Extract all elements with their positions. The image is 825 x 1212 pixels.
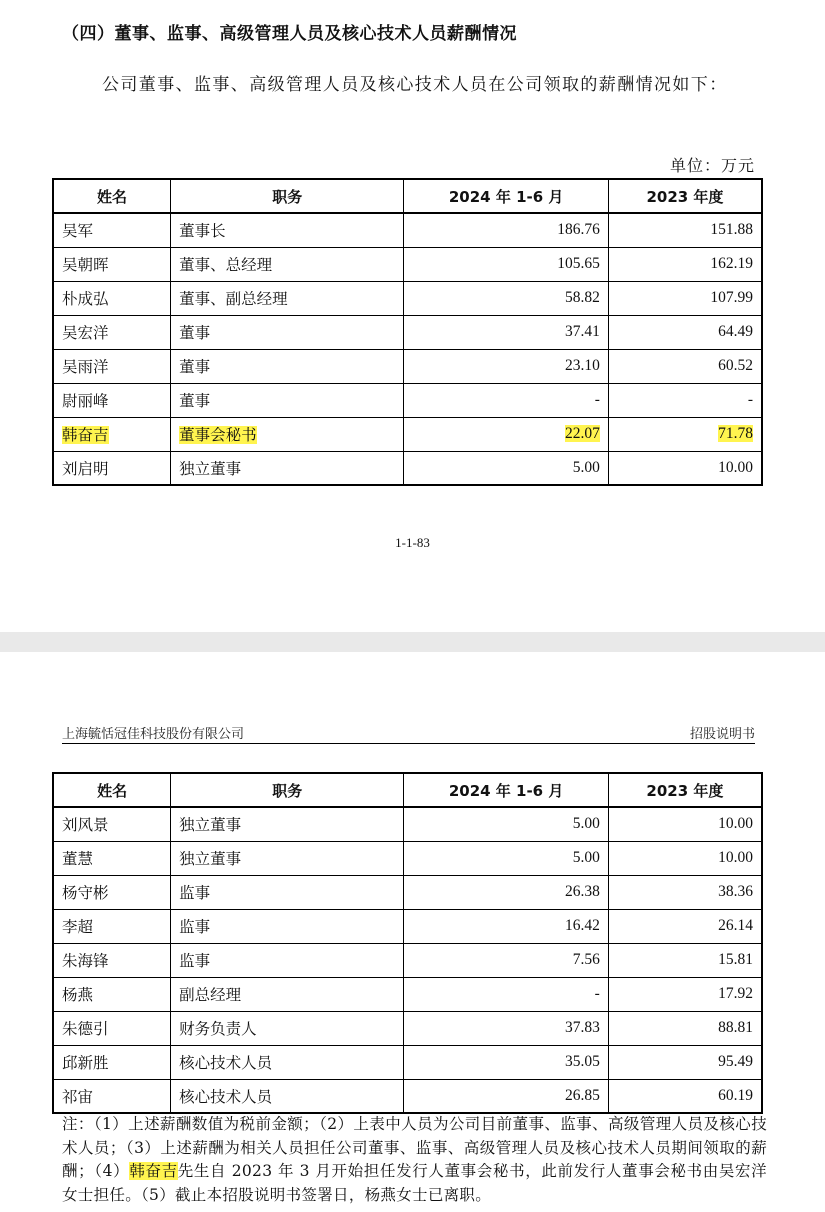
cell-2024-h1-text: 5.00: [572, 815, 600, 833]
cell-2023: [608, 909, 762, 943]
cell-2024-h1-text: -: [594, 391, 600, 408]
header-name: 姓名: [53, 179, 171, 213]
cell-title-text: 董事、总经理: [179, 256, 273, 274]
cell-name-text: 杨守彬: [62, 884, 109, 902]
cell-name: [53, 943, 171, 977]
cell-2023: [608, 451, 762, 485]
table-row: [53, 807, 762, 841]
intro-paragraph: 公司董事、监事、高级管理人员及核心技术人员在公司领取的薪酬情况如下：: [102, 75, 728, 95]
cell-2023-text: 10.00: [718, 849, 753, 866]
cell-name: [53, 315, 171, 349]
cell-name: [53, 909, 171, 943]
cell-2024-h1: [404, 977, 609, 1011]
cell-2023-text: 71.78: [718, 425, 753, 442]
cell-title-text: 核心技术人员: [179, 1054, 273, 1072]
cell-2023: [608, 977, 762, 1011]
table-row: [53, 281, 762, 315]
cell-title: [171, 977, 404, 1011]
cell-2023-text: 38.36: [718, 883, 753, 900]
table-header-row: [53, 773, 762, 807]
table-row: [53, 977, 762, 1011]
cell-2024-h1-text: 16.42: [564, 917, 600, 934]
cell-name-text: 祁宙: [62, 1087, 94, 1106]
cell-2023: [608, 1079, 762, 1113]
cell-2023: [608, 417, 762, 451]
cell-title-text: 独立董事: [179, 850, 242, 868]
cell-2024-h1-text: 105.65: [557, 255, 600, 272]
cell-name: [53, 213, 171, 247]
cell-name-text: 李超: [62, 918, 94, 936]
cell-title-text: 监事: [179, 918, 211, 936]
table-row: [53, 943, 762, 977]
cell-title: [171, 247, 404, 281]
cell-2024-h1-text: 26.85: [564, 1086, 600, 1104]
cell-name: [53, 1045, 171, 1079]
cell-2023-text: 64.49: [718, 323, 753, 340]
cell-title-text: 董事、副总经理: [179, 290, 288, 308]
cell-name-text: 朴成弘: [62, 290, 109, 308]
cell-title: [171, 349, 404, 383]
cell-name: [53, 247, 171, 281]
cell-2024-h1: [404, 841, 609, 875]
cell-title-text: 独立董事: [179, 816, 242, 835]
table-row: [53, 1011, 762, 1045]
cell-name-text: 尉丽峰: [62, 392, 109, 410]
cell-title-text: 监事: [179, 952, 211, 970]
table-row: [53, 1079, 762, 1113]
cell-2023: [608, 841, 762, 875]
cell-title: [171, 417, 404, 451]
cell-2024-h1: [404, 349, 609, 383]
cell-2024-h1-text: 58.82: [565, 289, 600, 306]
cell-2024-h1-text: 35.05: [564, 1053, 600, 1070]
cell-2024-h1: [404, 943, 609, 977]
cell-2023-text: -: [747, 391, 753, 408]
cell-title: [171, 1045, 404, 1079]
cell-title: [171, 807, 404, 841]
cell-name: [53, 1079, 171, 1113]
section-heading: （四）董事、监事、高级管理人员及核心技术人员薪酬情况: [62, 24, 517, 44]
cell-title-text: 董事: [179, 324, 211, 342]
cell-title: [171, 315, 404, 349]
cell-title: [171, 909, 404, 943]
cell-title: [171, 943, 404, 977]
cell-2024-h1: [404, 417, 609, 451]
cell-name-text: 杨燕: [62, 986, 94, 1004]
unit-label: 单位：万元: [669, 156, 755, 175]
header-title: 职务: [171, 773, 404, 807]
cell-name-text: 刘启明: [62, 459, 109, 478]
header-2023: 2023 年度: [608, 773, 762, 807]
cell-title: [171, 841, 404, 875]
cell-title: [171, 213, 404, 247]
cell-2024-h1: [404, 875, 609, 909]
cell-2023: [608, 875, 762, 909]
cell-2023-text: 162.19: [710, 255, 753, 272]
cell-2024-h1-text: 23.10: [565, 357, 600, 374]
cell-2023-text: 10.00: [718, 458, 753, 476]
cell-2024-h1-text: 22.07: [565, 425, 600, 442]
page-separator: [0, 632, 825, 652]
cell-name-text: 吴军: [62, 222, 94, 241]
table-row: [53, 909, 762, 943]
cell-title-text: 董事长: [179, 222, 226, 241]
cell-2023-text: 151.88: [710, 221, 753, 239]
table-body: [53, 213, 762, 485]
cell-2023: [608, 943, 762, 977]
cell-2023-text: 60.52: [718, 357, 753, 374]
table-row: [53, 875, 762, 909]
cell-2023: [608, 807, 762, 841]
document-page-2: [0, 652, 825, 1212]
cell-2024-h1-text: 7.56: [572, 951, 600, 968]
cell-2024-h1: [404, 281, 609, 315]
cell-2024-h1-text: 37.41: [565, 323, 600, 340]
cell-2024-h1-text: -: [594, 985, 600, 1002]
header-2023: 2023 年度: [608, 179, 762, 213]
cell-2024-h1: [404, 807, 609, 841]
compensation-table-1: [52, 178, 763, 486]
cell-name: [53, 383, 171, 417]
cell-name: [53, 841, 171, 875]
cell-name-text: 邱新胜: [62, 1054, 109, 1072]
cell-2024-h1: [404, 1079, 609, 1113]
footnote-part-1: 注：（1）上述薪酬数值为税前金额；（2）上表中人员为公司目前董事、监事、高级管理人员及核心技术人员；（3）上述薪酬为相关人员担任公司董事、监事、高级管理人员及核心技术人员期间领取的薪酬；（4）: [62, 1115, 767, 1180]
cell-2024-h1: [404, 451, 609, 485]
header-title: 职务: [171, 179, 404, 213]
cell-2023: [608, 1045, 762, 1079]
cell-name-text: 韩奋吉: [62, 426, 109, 444]
footnote-highlighted-name: 韩奋吉: [129, 1162, 178, 1180]
cell-name: [53, 875, 171, 909]
table-row: [53, 213, 762, 247]
cell-2024-h1-text: 26.38: [564, 883, 600, 900]
document-type: 招股说明书: [689, 727, 755, 742]
cell-name: [53, 281, 171, 315]
cell-2023-text: 15.81: [718, 951, 753, 968]
cell-title-text: 监事: [179, 884, 211, 902]
cell-2023-text: 60.19: [718, 1086, 753, 1104]
cell-name: [53, 1011, 171, 1045]
cell-title-text: 财务负责人: [179, 1020, 257, 1038]
cell-2024-h1-text: 186.76: [557, 221, 600, 239]
header-2024-h1: 2024 年 1-6 月: [404, 179, 609, 213]
table-row: [53, 841, 762, 875]
cell-2023-text: 107.99: [710, 289, 753, 306]
table-row: [53, 451, 762, 485]
header-2024-h1: 2024 年 1-6 月: [404, 773, 609, 807]
cell-name-text: 董慧: [62, 850, 94, 868]
cell-title: [171, 875, 404, 909]
cell-title-text: 独立董事: [179, 459, 242, 478]
cell-2023: [608, 281, 762, 315]
cell-title-text: 核心技术人员: [179, 1087, 273, 1106]
footnote-part-2: 先生自 2023 年 3 月开始担任发行人董事会秘书，此前发行人董事会秘书由吴宏洋女士担任。（5）截止本招股说明书签署日，杨燕女士已离职。: [62, 1162, 767, 1204]
cell-name: [53, 451, 171, 485]
header-name: 姓名: [53, 773, 171, 807]
cell-name-text: 刘风景: [62, 816, 109, 835]
cell-2024-h1-text: 5.00: [572, 458, 600, 476]
cell-2024-h1-text: 37.83: [564, 1019, 600, 1036]
cell-2023: [608, 247, 762, 281]
company-name: 上海毓恬冠佳科技股份有限公司: [62, 727, 245, 742]
table-row: [53, 417, 762, 451]
cell-name: [53, 807, 171, 841]
cell-2023: [608, 383, 762, 417]
table-row: [53, 349, 762, 383]
cell-name-text: 吴朝晖: [62, 256, 109, 274]
page-number: 1-1-83: [395, 535, 430, 550]
cell-2023-text: 88.81: [718, 1019, 753, 1036]
cell-title: [171, 451, 404, 485]
cell-2023-text: 95.49: [718, 1053, 753, 1070]
footnote: [62, 1113, 767, 1207]
cell-name: [53, 349, 171, 383]
cell-title-text: 副总经理: [179, 986, 242, 1004]
cell-title-text: 董事会秘书: [179, 426, 257, 444]
table-row: [53, 1045, 762, 1079]
cell-2024-h1: [404, 909, 609, 943]
cell-2024-h1: [404, 315, 609, 349]
cell-title-text: 董事: [179, 392, 211, 410]
cell-name-text: 朱德引: [62, 1020, 109, 1038]
compensation-table-2: [52, 772, 763, 1114]
cell-2024-h1-text: 5.00: [572, 849, 600, 866]
cell-2023: [608, 315, 762, 349]
cell-name-text: 吴雨洋: [62, 358, 109, 376]
table-header-row: [53, 179, 762, 213]
cell-name-text: 朱海锋: [62, 952, 109, 970]
table-body: [53, 807, 762, 1113]
cell-2023-text: 17.92: [718, 985, 753, 1002]
cell-title: [171, 383, 404, 417]
cell-title: [171, 1079, 404, 1113]
cell-2024-h1: [404, 247, 609, 281]
table-row: [53, 383, 762, 417]
cell-2023: [608, 213, 762, 247]
cell-2024-h1: [404, 213, 609, 247]
cell-name: [53, 417, 171, 451]
cell-2023: [608, 1011, 762, 1045]
cell-name-text: 吴宏洋: [62, 324, 109, 342]
cell-name: [53, 977, 171, 1011]
cell-2023-text: 26.14: [718, 917, 753, 934]
cell-2024-h1: [404, 383, 609, 417]
cell-title-text: 董事: [179, 358, 211, 376]
cell-2024-h1: [404, 1011, 609, 1045]
running-header: [62, 723, 755, 744]
table-row: [53, 315, 762, 349]
cell-title: [171, 1011, 404, 1045]
table-row: [53, 247, 762, 281]
cell-2023-text: 10.00: [718, 815, 753, 833]
cell-2023: [608, 349, 762, 383]
cell-title: [171, 281, 404, 315]
cell-2024-h1: [404, 1045, 609, 1079]
